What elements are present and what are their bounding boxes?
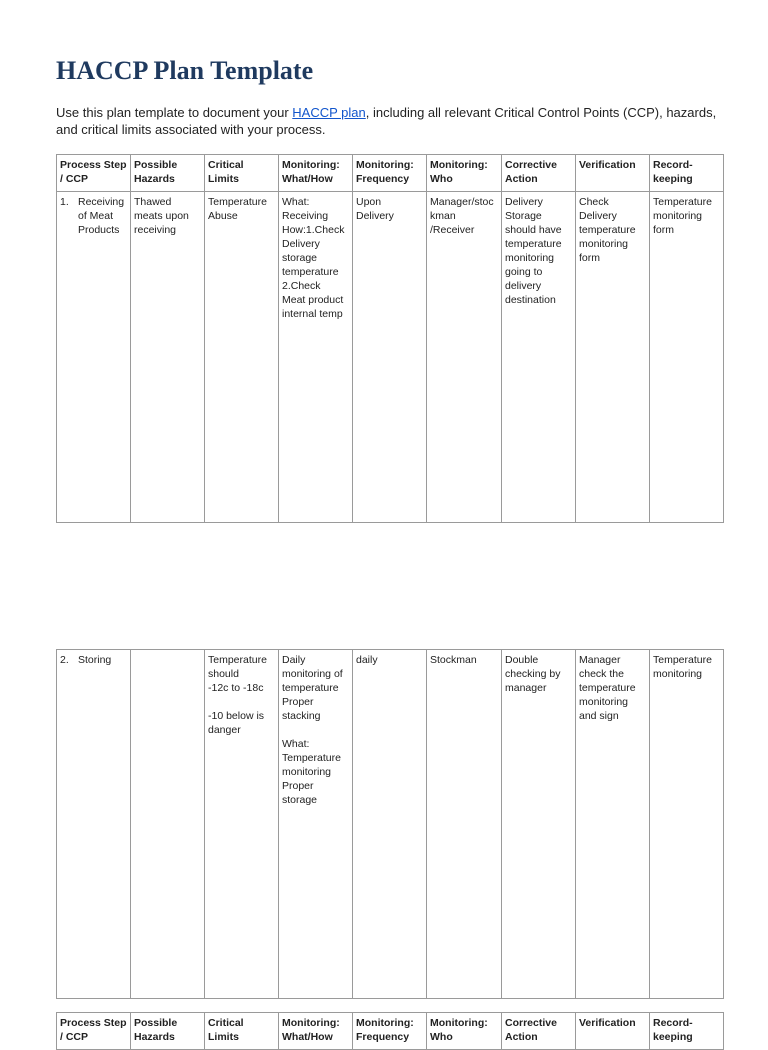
page-title: HACCP Plan Template <box>56 56 314 85</box>
header-critical-limits: Critical Limits <box>205 1013 279 1050</box>
hazards-cell: Thawed meats upon receiving <box>131 192 205 523</box>
header-possible-hazards: Possible Hazards <box>131 155 205 192</box>
table-row <box>57 192 724 523</box>
haccp-table-2 <box>56 649 724 999</box>
header-monitoring-frequency: Monitoring: Frequency <box>353 1013 427 1050</box>
header-verification: Verification <box>576 1013 650 1050</box>
header-verification: Verification <box>576 155 650 192</box>
step-number: 2. <box>60 654 69 666</box>
header-process-step: Process Step / CCP <box>57 155 131 192</box>
what-how-cell: Daily monitoring of temperature Proper stacking What: Temperature monitoring Proper storage <box>279 650 353 999</box>
record-keeping-cell: Temperature monitoring <box>650 650 724 999</box>
header-monitoring-what-how: Monitoring: What/How <box>279 155 353 192</box>
limits-cell: Temperature Abuse <box>205 192 279 523</box>
haccp-table-3 <box>56 1012 724 1050</box>
step-number: 1. <box>60 196 69 208</box>
header-row <box>57 1013 724 1050</box>
frequency-cell: Upon Delivery <box>353 192 427 523</box>
header-monitoring-frequency: Monitoring: Frequency <box>353 155 427 192</box>
corrective-action-cell: Double checking by manager <box>502 650 576 999</box>
header-monitoring-who: Monitoring: Who <box>427 155 502 192</box>
frequency-cell: daily <box>353 650 427 999</box>
header-process-step: Process Step / CCP <box>57 1013 131 1050</box>
header-monitoring-what-how: Monitoring: What/How <box>279 1013 353 1050</box>
intro-text-before: Use this plan template to document your <box>56 105 293 120</box>
verification-cell: Check Delivery temperature monitoring form <box>576 192 650 523</box>
who-cell: Stockman <box>427 650 502 999</box>
header-record-keeping: Record-keeping <box>650 1013 724 1050</box>
process-step-cell <box>57 650 131 999</box>
who-cell: Manager/stockman /Receiver <box>427 192 502 523</box>
header-monitoring-who: Monitoring: Who <box>427 1013 502 1050</box>
header-critical-limits: Critical Limits <box>205 155 279 192</box>
hazards-cell <box>131 650 205 999</box>
header-corrective-action: Corrective Action <box>502 155 576 192</box>
limits-cell: Temperature should -12c to -18c -10 below is danger <box>205 650 279 999</box>
step-name: Storing <box>78 654 112 666</box>
intro-text-after: , including all relevant Critical Control Points (CCP), hazards, and critical limits associated with your process. <box>56 105 717 137</box>
record-keeping-cell: Temperature monitoring form <box>650 192 724 523</box>
header-corrective-action: Corrective Action <box>502 1013 576 1050</box>
table-row <box>57 650 724 999</box>
haccp-plan-link[interactable]: HACCP plan <box>292 105 366 120</box>
step-name: Receiving of Meat Products <box>78 196 125 236</box>
intro-paragraph <box>56 104 736 138</box>
corrective-action-cell: Delivery Storage should have temperature monitoring going to delivery destination <box>502 192 576 523</box>
header-record-keeping: Record-keeping <box>650 155 724 192</box>
header-row <box>57 155 724 192</box>
header-possible-hazards: Possible Hazards <box>131 1013 205 1050</box>
verification-cell: Manager check the temperature monitoring and sign <box>576 650 650 999</box>
haccp-table-1 <box>56 154 724 523</box>
process-step-cell <box>57 192 131 523</box>
what-how-cell: What: Receiving How:1.Check Delivery storage temperature 2.Check Meat product internal temp <box>279 192 353 523</box>
